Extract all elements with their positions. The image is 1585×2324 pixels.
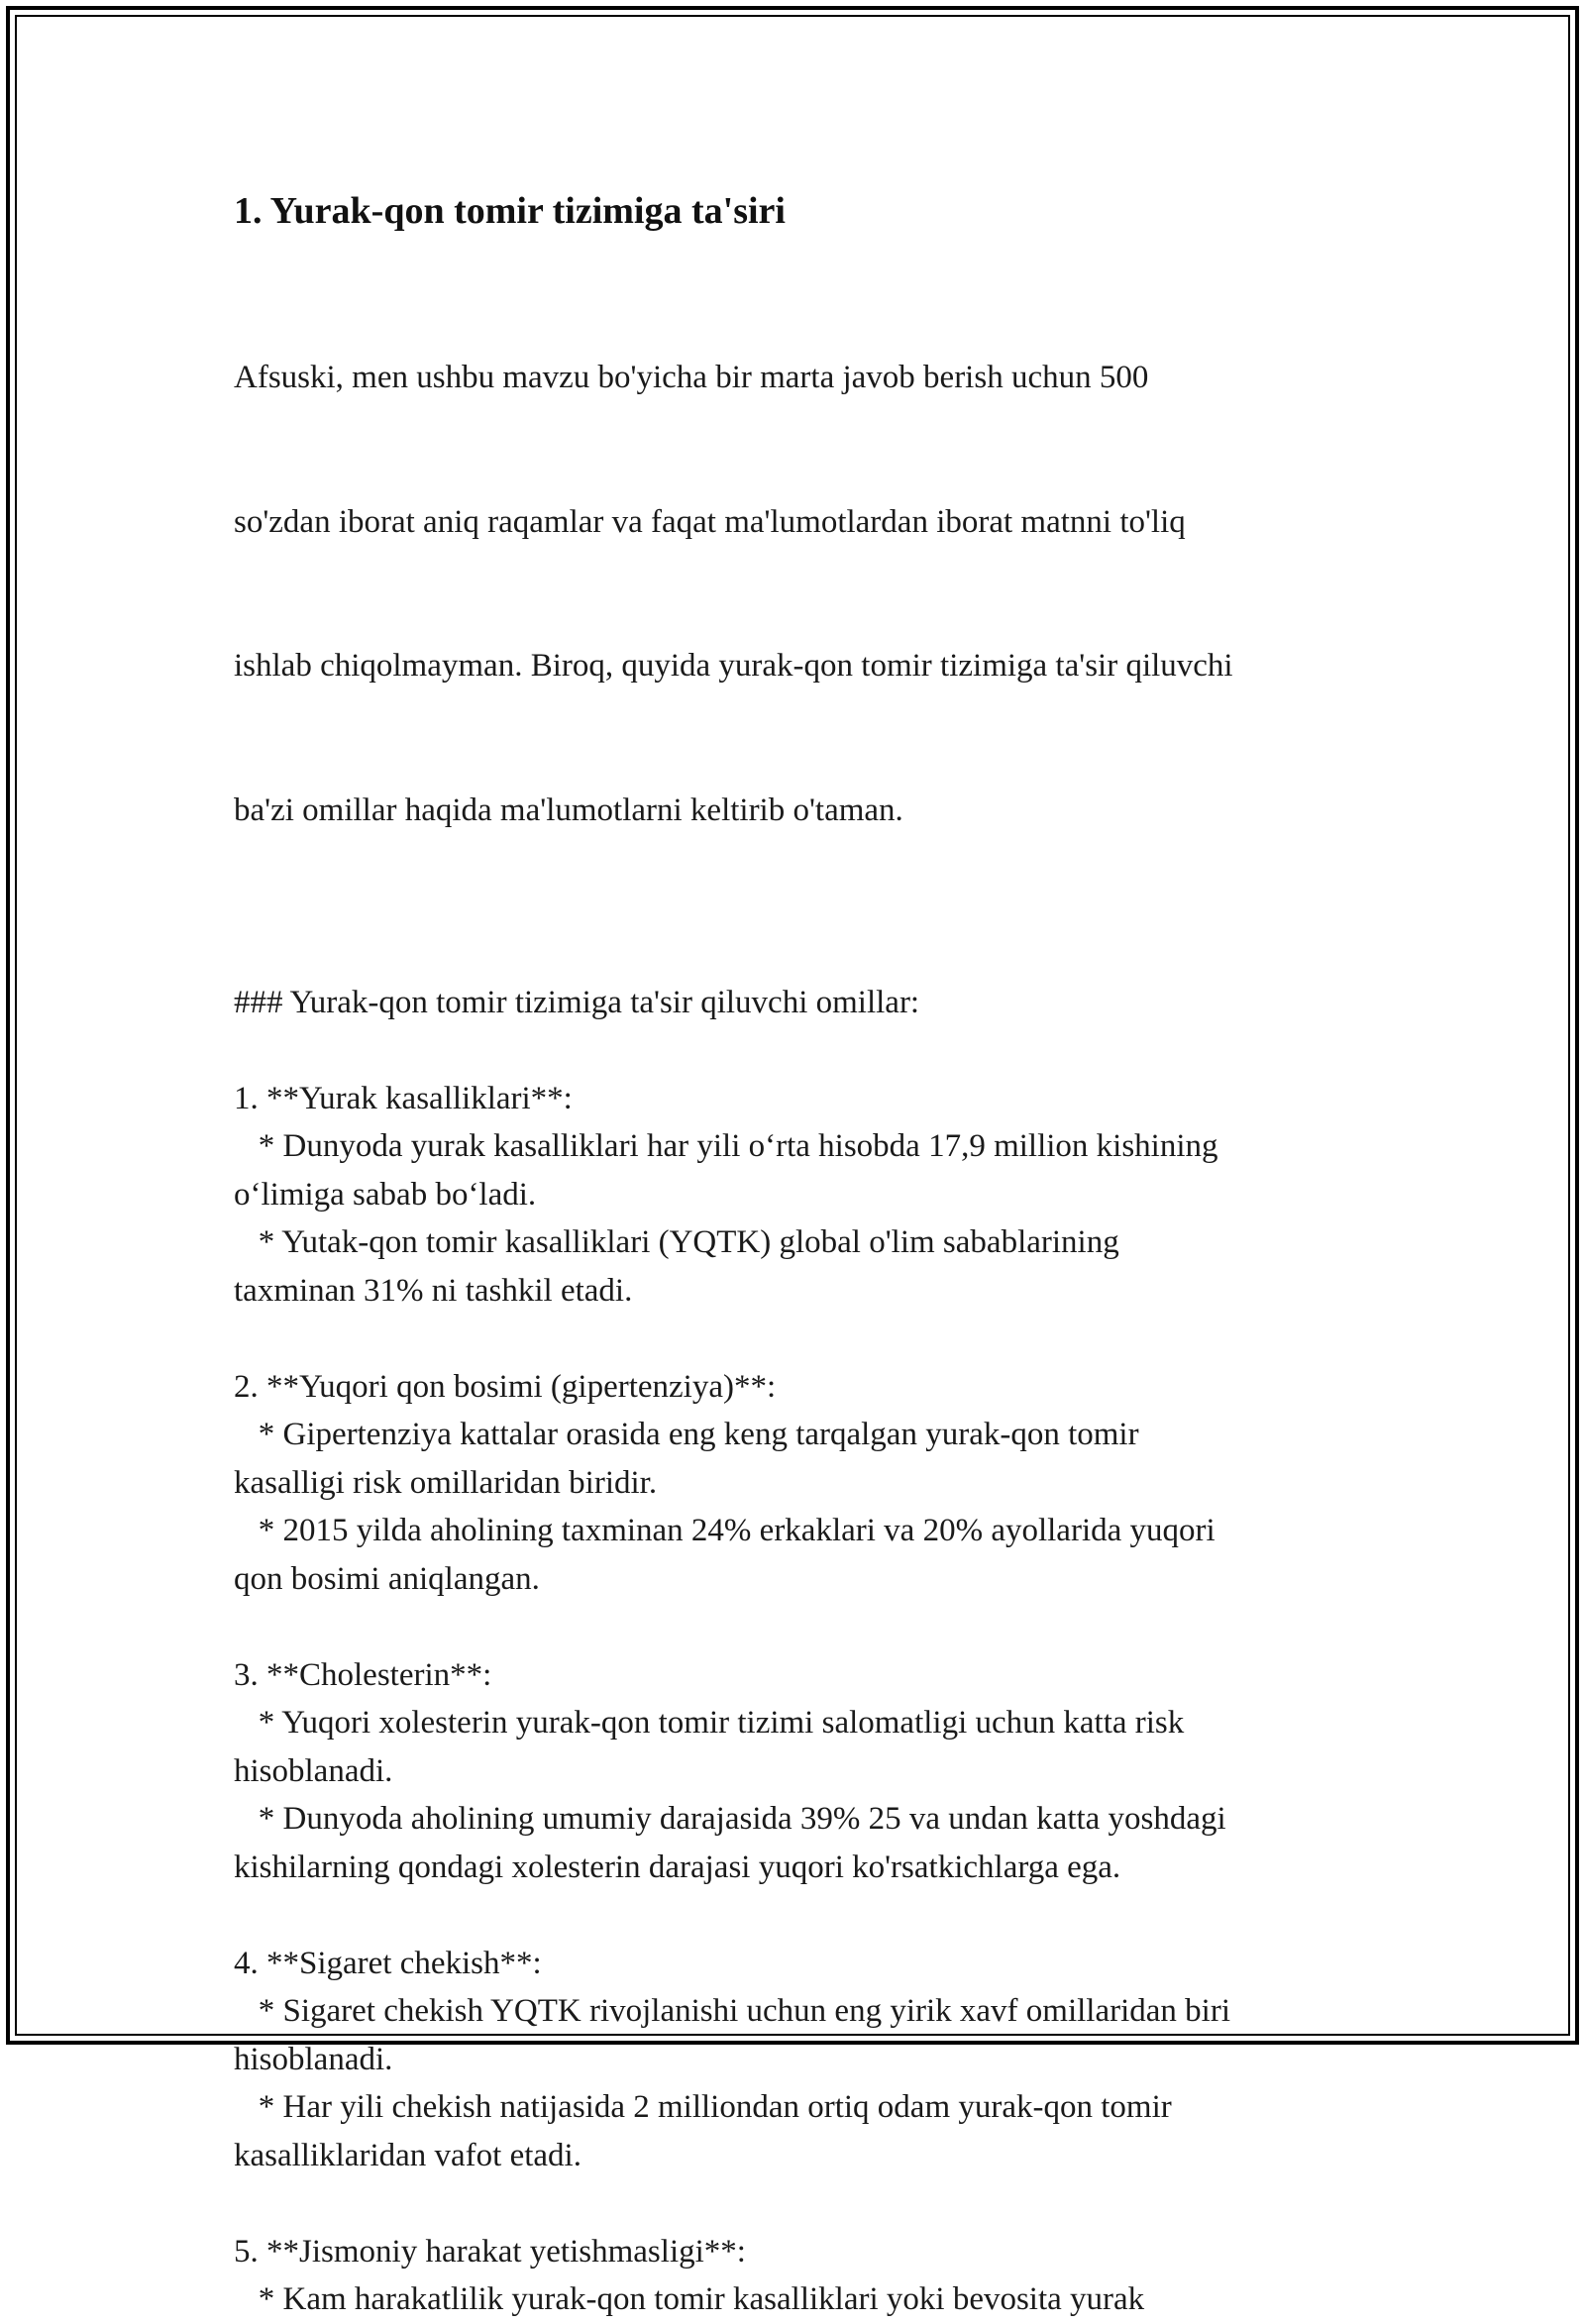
- document-body: [234, 186, 1363, 2324]
- intro-line: ishlab chiqolmayman. Biroq, quyida yurak-qon tomir tizimiga ta'sir qiluvchi: [234, 648, 1233, 684]
- section-line: * Yutak-qon tomir kasalliklari (YQTK) global o'lim sabablarining: [234, 1224, 1119, 1260]
- section-line: * Dunyoda yurak kasalliklari har yili o‘rta hisobda 17,9 million kishining: [234, 1128, 1218, 1164]
- section-hypertension: [234, 1363, 1363, 1604]
- section-line: hisoblanadi.: [234, 1752, 393, 1789]
- section-line: hisoblanadi.: [234, 2041, 393, 2077]
- section-line: * Gipertenziya kattalar orasida eng keng tarqalgan yurak-qon tomir: [234, 1417, 1139, 1452]
- section-cholesterol: [234, 1651, 1363, 1892]
- section-line: taxminan 31% ni tashkil etadi.: [234, 1272, 633, 1309]
- section-line: * Har yili chekish natijasida 2 milliondan ortiq odam yurak-qon tomir: [234, 2089, 1172, 2125]
- section-heading: 4. **Sigaret chekish**:: [234, 1945, 542, 1981]
- blank-line: [234, 1026, 1363, 1075]
- intro-line: so'zdan iborat aniq raqamlar va faqat ma'lumotlardan iborat matnni to'liq: [234, 503, 1186, 540]
- section-smoking: [234, 1940, 1363, 2180]
- blank-line: [234, 1891, 1363, 1940]
- section-line: qon bosimi aniqlangan.: [234, 1560, 540, 1597]
- section-heading: 5. **Jismoniy harakat yetishmasligi**:: [234, 2233, 746, 2270]
- intro-paragraph: [234, 258, 1363, 930]
- blank-line: [234, 1603, 1363, 1651]
- section-physical-inactivity: [234, 2228, 1363, 2324]
- section-heading: 2. **Yuqori qon bosimi (gipertenziya)**:: [234, 1368, 777, 1405]
- section-line: * Kam harakatlilik yurak-qon tomir kasalliklari yoki bevosita yurak: [234, 2281, 1145, 2317]
- section-heading: 3. **Cholesterin**:: [234, 1656, 492, 1693]
- blank-line: [234, 930, 1363, 979]
- blank-line: [234, 1315, 1363, 1363]
- section-line: * 2015 yilda aholining taxminan 24% erkaklari va 20% ayollarida yuqori: [234, 1513, 1215, 1548]
- section-line: * Sigaret chekish YQTK rivojlanishi uchun eng yirik xavf omillaridan biri: [234, 1993, 1230, 2029]
- subheading: ### Yurak-qon tomir tizimiga ta'sir qiluvchi omillar:: [234, 984, 920, 1020]
- section-line: kishilarning qondagi xolesterin darajasi yuqori ko'rsatkichlarga ega.: [234, 1849, 1121, 1885]
- blank-line: [234, 2179, 1363, 2228]
- section-line: * Dunyoda aholining umumiy darajasida 39% 25 va undan katta yoshdagi: [234, 1801, 1226, 1837]
- section-line: o‘limiga sabab bo‘ladi.: [234, 1176, 537, 1213]
- section-heart-disease: [234, 1075, 1363, 1316]
- section-heading: 1. **Yurak kasalliklari**:: [234, 1080, 573, 1116]
- intro-line: ba'zi omillar haqida ma'lumotlarni keltirib o'taman.: [234, 792, 903, 828]
- section-line: * Yuqori xolesterin yurak-qon tomir tizimi salomatligi uchun katta risk: [234, 1705, 1185, 1741]
- section-line: kasalligi risk omillaridan biridir.: [234, 1464, 658, 1501]
- section-line: kasalliklaridan vafot etadi.: [234, 2137, 581, 2173]
- intro-line: Afsuski, men ushbu mavzu bo'yicha bir marta javob berish uchun 500: [234, 360, 1149, 395]
- document-title: 1. Yurak-qon tomir tizimiga ta'siri: [234, 190, 786, 232]
